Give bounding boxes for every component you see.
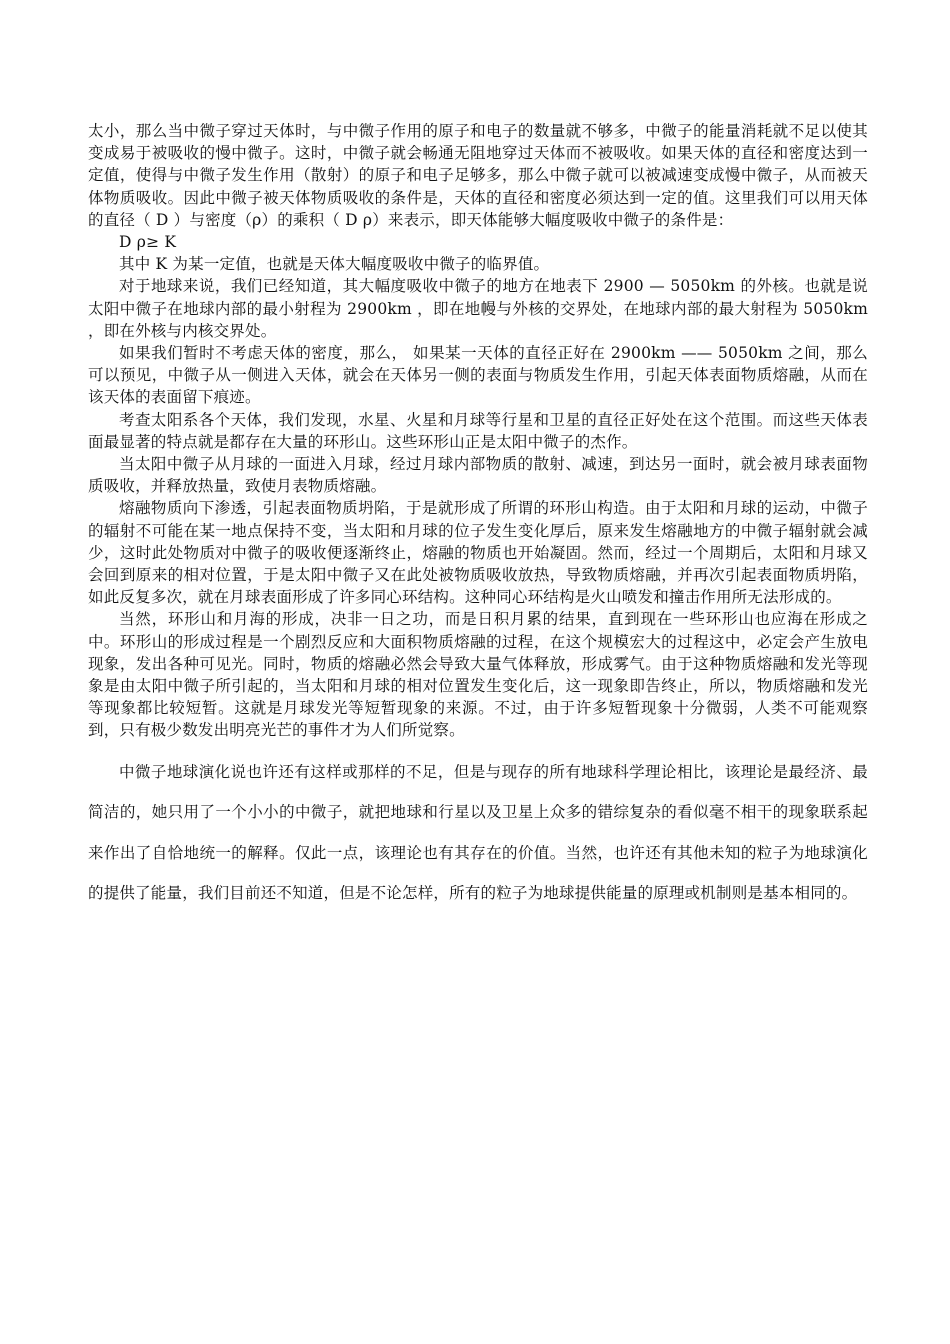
paragraph: 其中 K 为某一定值，也就是天体大幅度吸收中微子的临界值。: [119, 255, 550, 274]
closing-paragraph: 中微子地球演化说也许还有这样或那样的不足，但是与现存的所有地球科学理论相比，该理论是最经济、最简洁的，她只用了一个小小的中微子，就把地球和行星以及卫星上众多的错综复杂的看似毫不相干的现象联系起来作出了自恰地统一的解释。仅此一点，该理论也有其存在的价值。当然，也许还有其他未知的粒子为地球演化的提供了能量，我们目前还不知道，但是不论怎样，所有的粒子为地球提供能量的原理或机制则是基本相同的。: [88, 762, 868, 903]
paragraph: 对于地球来说，我们已经知道，其大幅度吸收中微子的地方在地表下 2900 — 5050km 的外核。也就是说太阳中微子在地球内部的最小射程为 2900km ，即在地幔与外核的交界处，在地球内部的最大射程为 5050km ，即在外核与内核交界处。: [88, 277, 868, 340]
paragraph: 熔融物质向下渗透，引起表面物质坍陷，于是就形成了所谓的环形山构造。由于太阳和月球的运动，中微子的辐射不可能在某一地点保持不变，当太阳和月球的位子发生变化厚后，原来发生熔融地方的中微子辐射就会减少，这时此处物质对中微子的吸收便逐渐终止，熔融的物质也开始凝固。然而，经过一个周期后，太阳和月球又会回到原来的相对位置，于是太阳中微子又在此处被物质吸收放热，导致物质熔融，并再次引起表面物质坍陷，如此反复多次，就在月球表面形成了许多同心环结构。这种同心环结构是火山喷发和撞击作用所无法形成的。: [88, 499, 868, 607]
document-body: [88, 120, 868, 914]
paragraph: 当然，环形山和月海的形成，决非一日之功，而是日积月累的结果，直到现在一些环形山也应海在形成之中。环形山的形成过程是一个剧烈反应和大面积物质熔融的过程，在这个规模宏大的过程这中，必定会产生放电现象，发出各种可见光。同时，物质的熔融必然会导致大量气体释放，形成雾气。由于这种物质熔融和发光等现象是由太阳中微子所引起的，当太阳和月球的相对位置发生变化后，这一现象即告终止，所以，物质熔融和发光等现象都比较短暂。这就是月球发光等短暂现象的来源。不过，由于许多短暂现象十分微弱，人类不可能观察到，只有极少数发出明亮光芒的事件才为人们所觉察。: [88, 610, 868, 740]
paragraph-continuation: 太小，那么当中微子穿过天体时，与中微子作用的原子和电子的数量就不够多，中微子的能量消耗就不足以使其变成易于被吸收的慢中微子。这时，中微子就会畅通无阻地穿过天体而不被吸收。如果天体的直径和密度达到一定值，使得与中微子发生作用（散射）的原子和电子足够多，那么中微子就可以被减速变成慢中微子，从而被天体物质吸收。因此中微子被天体物质吸收的条件是，天体的直径和密度必须达到一定的值。这里我们可以用天体的直径（ D ）与密度（ρ）的乘积（ D ρ）来表示，即天体能够大幅度吸收中微子的条件是：: [88, 122, 868, 229]
paragraph: 考查太阳系各个天体，我们发现，水星、火星和月球等行星和卫星的直径正好处在这个范围。而这些天体表面最显著的特点就是都存在大量的环形山。这些环形山正是太阳中微子的杰作。: [88, 410, 868, 451]
paragraph: 当太阳中微子从月球的一面进入月球，经过月球内部物质的散射、减速，到达另一面时，就会被月球表面物质吸收，并释放热量，致使月表物质熔融。: [88, 455, 868, 496]
paragraph: 如果我们暂时不考虑天体的密度，那么， 如果某一天体的直径正好在 2900km —— 5050km 之间，那么可以预见，中微子从一侧进入天体，就会在天体另一侧的表面与物质发生作用，引起天体表面物质熔融，从而在该天体的表面留下痕迹。: [88, 344, 868, 407]
formula-line: D ρ≥ K: [119, 233, 177, 252]
